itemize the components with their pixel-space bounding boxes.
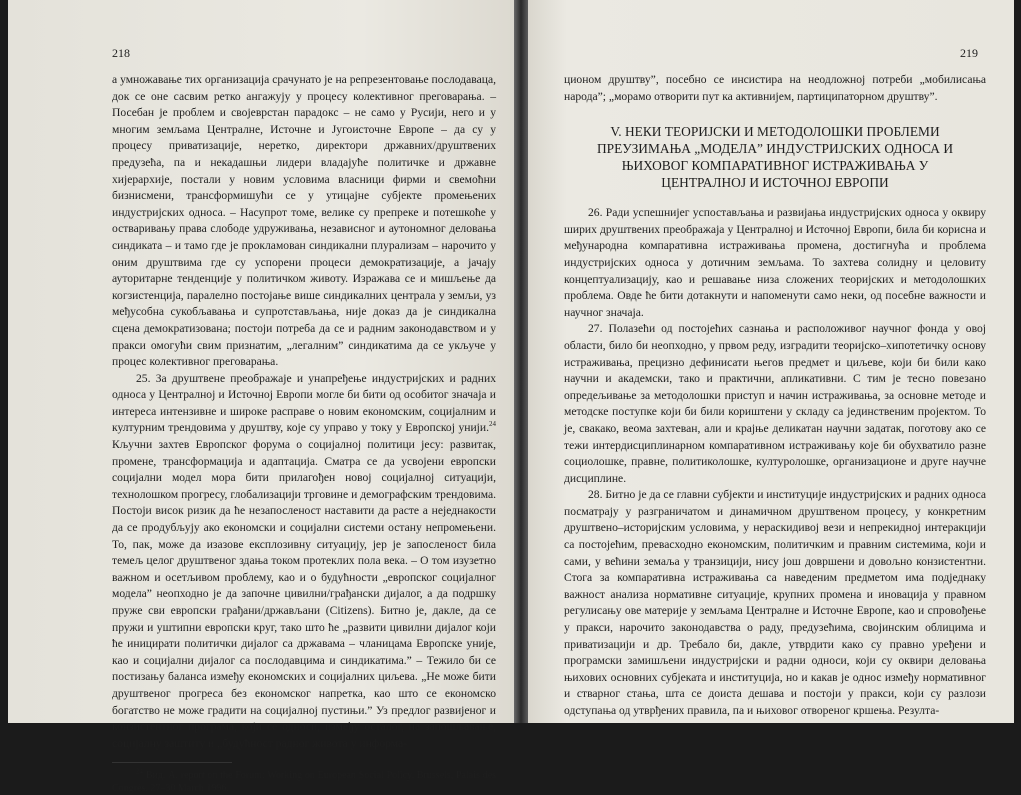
paragraph-25-continued: Кључни захтев Европског форума о социјалној политици јесу: развитак, промене, трансформација и адаптација. Сматра се да усвојени европски социјални модел мора бити прилагођен новој социјалној ситуацији, технолошком прогресу, глобализацији трговине и демографским трендовима. Постоји висок ризик да ће незапосленост наставити да расте а неједнакости да се продубљују ако економски и социјални системи остану непромењени. То, пак, може да изазове експлозивну ситуацију, јер је запосленост била темељ целог друштвеног здања током протеклих пола века. – О том изузетно важном и осетљивом проблему, као и о будућности „европског социјалног модела” неопходно је да започне цивилни/грађански дијалог, а да подршку пруже сви европски грађани/држављани (Citizens). Битно је, дакле, да се пружи и уштипни европски круг, тако што ће „развити цивилни дијалог који ће иницирати политички дијалог са државама – чланицама Европске уније, као и социјални дијалог са послодавцима и синдикатима.” – Тежило би се постизању баланса између економских и социјалних циљева. „Не може бити друштвеног прогреса без економског напретка, као што се економско богатство не може градити на социјалној пустињи.” Уз предлог развијеног и конзистентног програма, који се односи, између осталог, на запошљавање, социјалну заштиту и „будућност радног живота у информа- — [112, 438, 496, 750]
paragraph-continued: а умножавање тих организација срачунато је на репрезентовање послодаваца, док се оне сасвим ретко ангажују у процесу колективног преговарања. – Посебан је проблем и својеврстан парадокс – не само у Русији, него и у многим земљама Централне, Источне и Југоисточне Европе – да су у процесу приватизације, неретко, директори државних/друштвених предузећа, па и некадашњи лидери владајуће политичке и државне хијерархије, постали у новим условима власници фирми и свемоћни бизнисмени, трансформишући се у утицајне субјекте промењених индустријских односа. – Насупрот томе, велике су препреке и потешкоће у остваривању права слободе удруживања, независног и аутономног деловања синдиката – и тамо где је прокламован синдикални плурализам – нарочито у оним друштвима где су успорени процеси демократизације, а јачају ауторитарне тенденције у политичком животу. Изражава се и мишљење да когзистенција, паралелно постојање више синдикалних централа у земљи, уз међусобна сукобљавања и супротстављања, није доказ да је синдикална сцена демократизована; постоји потреба да се и радним законодавством и у пракси омогући свим признатим, „легалним” синдикатима да се укључе у процес колективног преговарања. — [112, 73, 496, 369]
footnote-text: Вид. A. report on the Forum: Working on European Social Policy, Brussels, Palais des Congrès, 27–30 March 1996. — [112, 770, 497, 795]
heading-line-3: ЊИХОВОГ КОМПАРАТИВНОГ ИСТРАЖИВАЊА У — [621, 158, 929, 174]
heading-line-2: ПРЕУЗИМАЊА „МОДЕЛА” ИНДУСТРИЈСКИХ ОДНОСА И — [597, 141, 953, 157]
footnote — [112, 769, 496, 795]
footnote-number: 24 — [136, 768, 143, 777]
right-page — [528, 0, 1014, 723]
book-gutter — [514, 0, 528, 723]
right-page-text — [564, 72, 986, 720]
heading-line-1: V. НЕКИ ТЕОРИЈСКИ И МЕТОДОЛОШКИ ПРОБЛЕМИ — [610, 124, 940, 140]
paragraph-27: 27. Полазећи од постојећих сазнања и расположивог научног фонда у овој области, било би неопходно, у првом реду, изградити теоријско–хипотетичку основу истраживања, прецизно дефинисати његов предмет и циљеве, који би били како научни и академски, тако и практични, апликативни. С тим је тесно повезано опредељивање за методолошки приступ и начин истраживања, за основне методе и методске поступке који би били кориштени у складу са јединственим пројектом. То је, свакако, веома захтеван, али и крајње деликатан научни задатак, поготову ако се тежи интердисциплинарном компаративном истраживању које би обухватило разне социолошке, правне, политиколошке, културолошке, организационе и друге научне дисциплине. — [564, 322, 986, 485]
section-heading — [574, 123, 976, 191]
paragraph-continued-right: ционом друштву”, посебно се инсистира на неодложној потреби „мобилисања народа”; „морамо отворити пут ка активнијем, партиципаторном друштву”. — [564, 73, 986, 103]
left-page — [8, 0, 514, 795]
paragraph-26: 26. Ради успешнијег успостављања и развијања индустријских односа у оквиру ширих друштвених преображаја у Централној и Источној Европи, била би корисна и међународна компаративна истраживања промена, достигнућа и проблема индустријских односа у дотичним земљама. То захтева солидну и целовиту концептуализацију, као и решавање низа сложених теоријских и методолошких проблема. Овде ће бити дотакнути и напоменути само неки, од посебне важности и научног значаја. — [564, 206, 986, 319]
page-number-left: 218 — [112, 46, 130, 60]
paragraph-28: 28. Битно је да се главни субјекти и институције индустријских и радних односа посматрају у разграничатом и динамичном друштвеном процесу, у конкретним друштвено–историјским условима, у нераскидивој вези и непрекидној интеракцији са постојећим, превасходно економским, политичким и правним системима, који и сами, у већини земаља у транзицији, нису још довршени и довољно конзистентни. Стога за компаративна истраживања са наведеним предметом има подједнаку важност анализа нормативне ситуације, крупних промена и иновација у правном регулисању ове материје у земљама Централне и Источне Европе, као и спровођење у пракси, нарочито законодавства о раду, предузећима, својинским облицима и приватизацији и др. Требало би, дакле, утврдити како су правно уређени и програмски замишљени индустријски и радни односи, који су оквири деловања њихових основних субјеката и институција, но и какав је однос између нормативног и стварног стања, шта се доиста дешава и постоји у пракси, који су разлози одступања од утврђених правила, па и њиховог отвореног кршења. Резулта- — [564, 488, 986, 717]
page-number-right: 219 — [960, 46, 978, 60]
paragraph-25 — [112, 371, 496, 753]
footnote-rule — [112, 762, 232, 763]
paragraph-25-start: 25. За друштвене преображаје и унапређење индустријских и радних односа у Централној и Источној Европи могле би бити од особитог значаја и интереса интензивне и широке расправе о новим економским, социјалним и културним трендовима у друштву, које су управо у току у Европској унији. — [112, 371, 496, 435]
footnote-ref: 24 — [489, 420, 496, 429]
heading-line-4: ЦЕНТРАЛНОЈ И ИСТОЧНОЈ ЕВРОПИ — [661, 175, 889, 191]
left-page-text — [112, 72, 496, 795]
